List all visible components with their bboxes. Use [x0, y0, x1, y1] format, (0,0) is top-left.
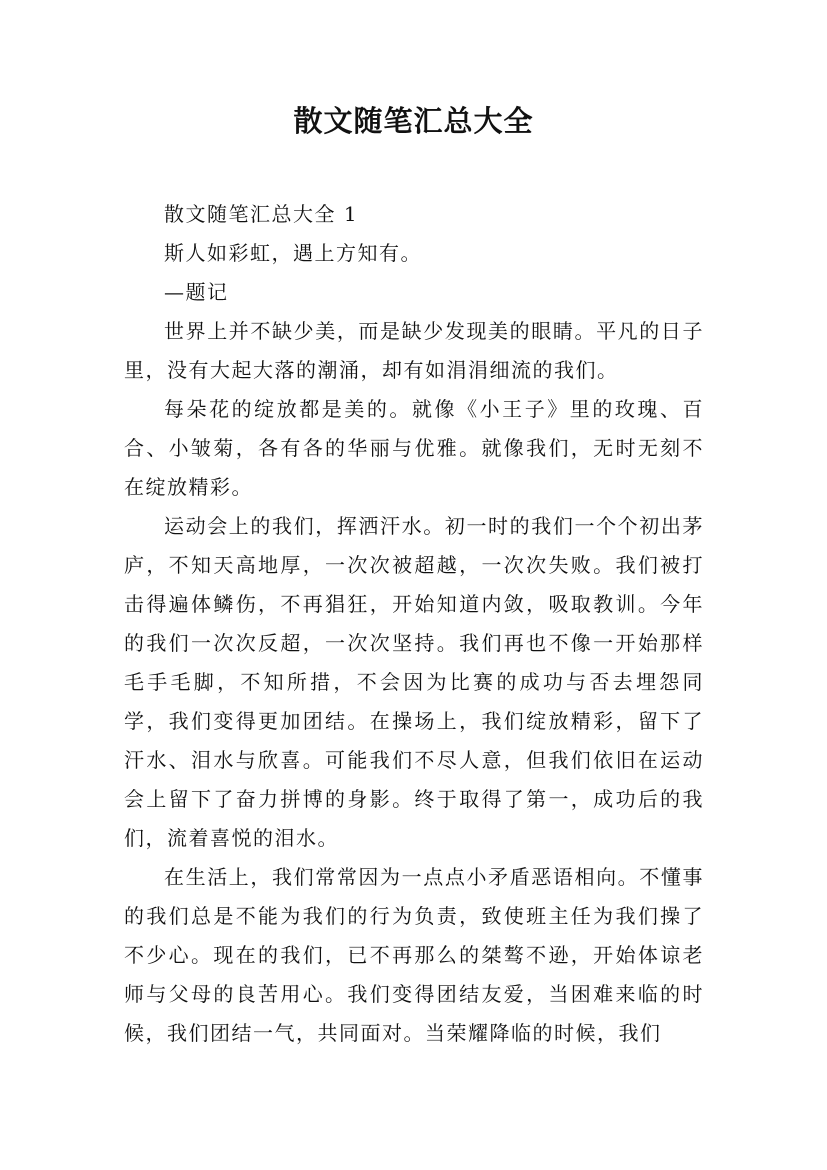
subtitle-paragraph: 散文随笔汇总大全 1	[164, 202, 359, 226]
epigraph-paragraph: 斯人如彩虹，遇上方知有。	[164, 241, 422, 265]
document-body	[124, 195, 704, 1053]
document-title: 散文随笔汇总大全	[293, 104, 534, 138]
body-paragraph: 运动会上的我们，挥洒汗水。初一时的我们一个个初出茅庐，不知天高地厚，一次次被超越，一次次失败。我们被打击得遍体鳞伤，不再猖狂，开始知道内敛，吸取教训。今年的我们一次次反超，一次次坚持。我们再也不像一开始那样毛手毛脚，不知所措，不会因为比赛的成功与否去埋怨同学，我们变得更加团结。在操场上，我们绽放精彩，留下了汗水、泪水与欣喜。可能我们不尽人意，但我们依旧在运动会上留下了奋力拼博的身影。终于取得了第一，成功后的我们，流着喜悦的泪水。	[124, 514, 704, 850]
epigraph-attribution: —题记	[164, 280, 229, 304]
body-paragraph: 在生活上，我们常常因为一点点小矛盾恶语相向。不懂事的我们总是不能为我们的行为负责，致使班主任为我们操了不少心。现在的我们，已不再那么的桀骜不逊，开始体谅老师与父母的良苦用心。我们变得团结友爱，当困难来临的时候，我们团结一气，共同面对。当荣耀降临的时候，我们	[124, 865, 704, 1045]
body-paragraph: 世界上并不缺少美，而是缺少发现美的眼睛。平凡的日子里，没有大起大落的潮涌，却有如涓涓细流的我们。	[124, 319, 704, 382]
body-paragraph: 每朵花的绽放都是美的。就像《小王子》里的玫瑰、百合、小皱菊，各有各的华丽与优雅。就像我们，无时无刻不在绽放精彩。	[124, 397, 704, 499]
